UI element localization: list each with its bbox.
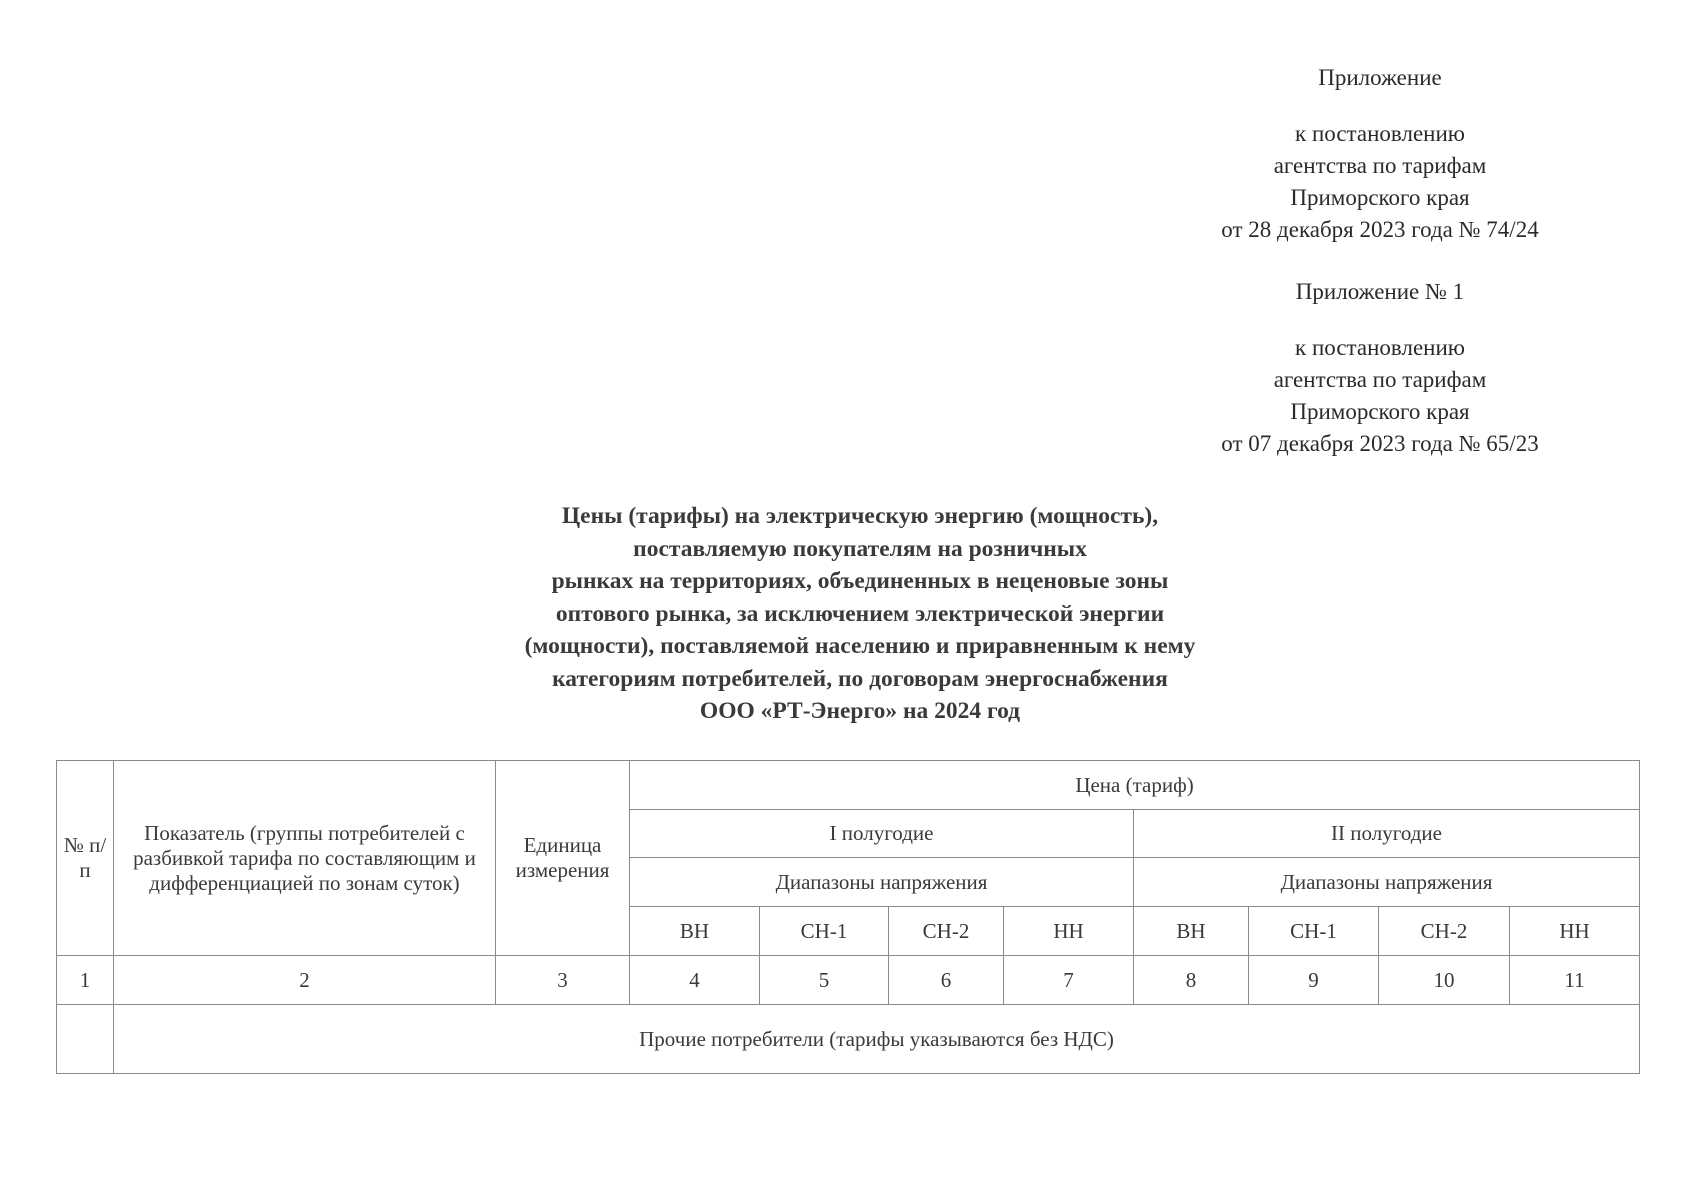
group-row-label: Прочие потребители (тарифы указываются без НДС): [114, 1005, 1640, 1074]
appendix-heading: Приложение: [1318, 65, 1442, 90]
header-voltage-ranges: Диапазоны напряжения: [1134, 858, 1640, 907]
column-number: 7: [1004, 956, 1134, 1005]
title-line: Цены (тарифы) на электрическую энергию (мощность),: [561, 503, 1159, 529]
column-number: 3: [496, 956, 630, 1005]
title-line: рынках на территориях, объединенных в неценовые зоны: [551, 568, 1169, 594]
column-number: 6: [889, 956, 1004, 1005]
column-number: 4: [630, 956, 760, 1005]
table-row: [57, 1005, 1640, 1074]
appendix-line: к постановлению: [1295, 335, 1465, 360]
appendix-block-1: [1160, 62, 1600, 246]
header-col-indicator: Показатель (группы потребителей с разбивкой тарифа по составляющим и дифференциацией по зонам суток): [114, 761, 496, 956]
header-voltage: ВН: [1134, 907, 1249, 956]
column-number: 11: [1510, 956, 1640, 1005]
header-voltage: СН-1: [1249, 907, 1379, 956]
header-voltage: СН-2: [1379, 907, 1510, 956]
document-title: [430, 500, 1290, 728]
header-price: Цена (тариф): [630, 761, 1640, 810]
appendix-heading: Приложение № 1: [1295, 279, 1465, 304]
header-voltage: НН: [1004, 907, 1134, 956]
column-number: 9: [1249, 956, 1379, 1005]
header-voltage: ВН: [630, 907, 760, 956]
appendix-line: от 28 декабря 2023 года № 74/24: [1221, 217, 1539, 242]
header-voltage-ranges: Диапазоны напряжения: [630, 858, 1134, 907]
appendix-line: от 07 декабря 2023 года № 65/23: [1221, 431, 1539, 456]
header-half-1: I полугодие: [630, 810, 1134, 858]
header-voltage: СН-1: [760, 907, 889, 956]
appendix-line: агентства по тарифам: [1273, 153, 1487, 178]
title-line: оптового рынка, за исключением электрической энергии: [555, 600, 1165, 627]
group-row-no: [57, 1005, 114, 1074]
column-number: 1: [57, 956, 114, 1005]
appendix-line: агентства по тарифам: [1273, 367, 1487, 392]
header-half-2: II полугодие: [1134, 810, 1640, 858]
header-col-no: № п/п: [57, 761, 114, 956]
column-number: 5: [760, 956, 889, 1005]
header-row: [57, 761, 1640, 810]
header-voltage: НН: [1510, 907, 1640, 956]
title-line: (мощности), поставляемой населению и приравненным к нему: [524, 633, 1196, 659]
column-number: 8: [1134, 956, 1249, 1005]
column-number: 2: [114, 956, 496, 1005]
title-line: ООО «РТ-Энерго» на 2024 год: [699, 698, 1021, 724]
header-col-unit: Единица измерения: [496, 761, 630, 956]
tariff-table: [56, 760, 1640, 1074]
appendix-line: Приморского края: [1290, 399, 1470, 424]
column-number: 10: [1379, 956, 1510, 1005]
header-voltage: СН-2: [889, 907, 1004, 956]
appendix-line: к постановлению: [1295, 121, 1465, 146]
column-number-row: [57, 956, 1640, 1005]
title-line: категориям потребителей, по договорам энергоснабжения: [552, 665, 1168, 692]
appendix-block-2: [1160, 276, 1600, 460]
title-line: поставляемую покупателям на розничных: [633, 535, 1087, 562]
appendix-line: Приморского края: [1290, 185, 1470, 210]
